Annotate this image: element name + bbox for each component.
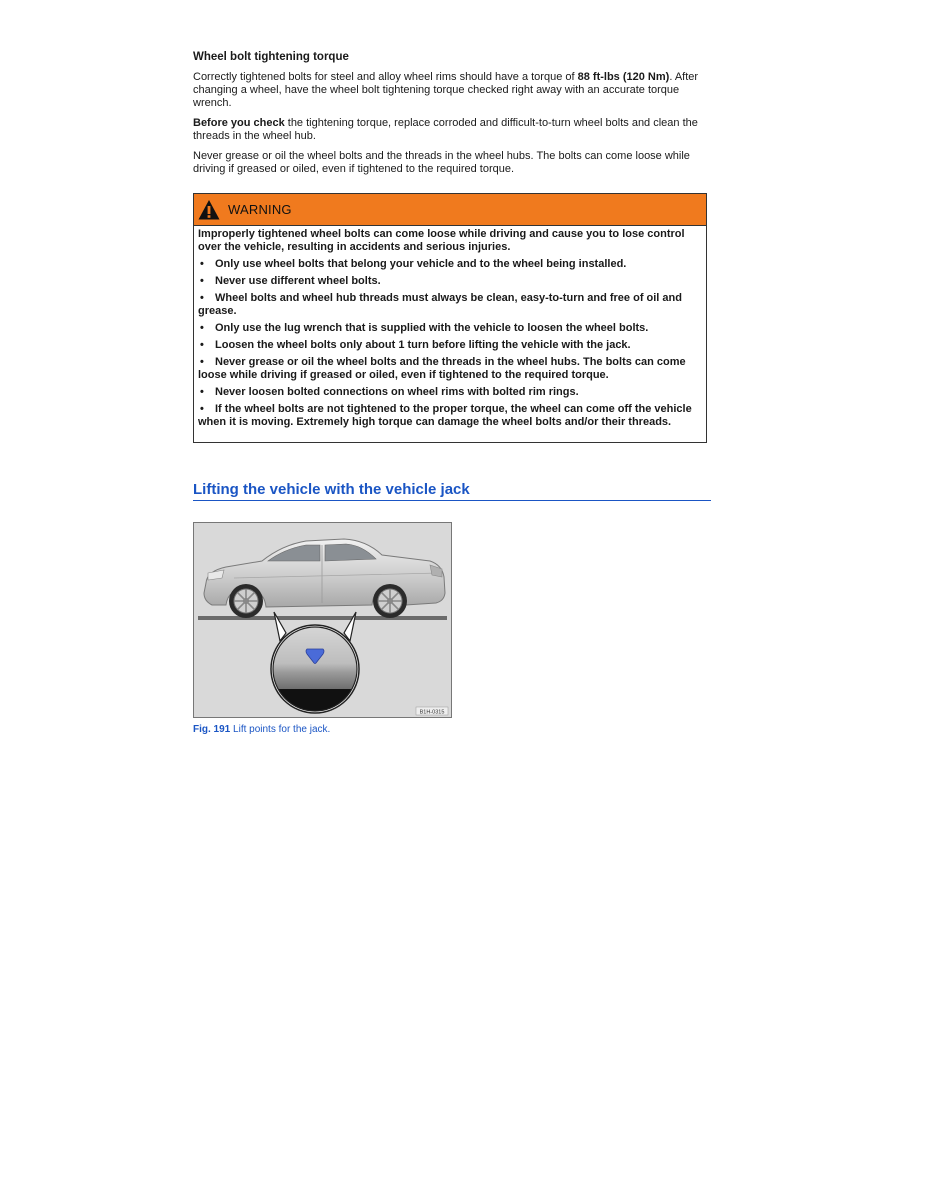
bullet-icon: •: [200, 292, 204, 304]
warning-title: WARNING: [228, 202, 292, 217]
rear-wheel: [373, 584, 407, 618]
torque-paragraph-2: Before you check the tightening torque, replace corroded and difficult-to-turn wheel bolts and clean the threads in the wheel hub.: [193, 117, 698, 142]
warning-item-text: Only use the lug wrench that is supplied with the vehicle to loosen the wheel bolts.: [215, 322, 649, 334]
torque-paragraph-3: Never grease or oil the wheel bolts and the threads in the wheel hubs. The bolts can come loose while driving if greased or oiled, even if tightened to the required torque.: [193, 150, 690, 175]
warning-box: [193, 193, 707, 443]
warning-item-text: If the wheel bolts are not tightened to the proper torque, the wheel can come off the vehicle when it is moving. Extremely high torque can damage the wheel bolts and/or their threads.: [198, 403, 692, 428]
warning-item-text: Wheel bolts and wheel hub threads must always be clean, easy-to-turn and free of oil and grease.: [198, 292, 682, 317]
warning-list-item: [198, 403, 701, 429]
bullet-icon: •: [200, 258, 204, 270]
before-you-check: Before you check: [193, 117, 285, 129]
warning-list-item: [198, 356, 701, 382]
warning-list: [198, 258, 701, 429]
warning-list-item: [198, 275, 701, 288]
figure-caption: [193, 724, 330, 735]
section-title: Lifting the vehicle with the vehicle jack: [193, 481, 711, 501]
warning-list-item: [198, 386, 701, 399]
warning-item-text: Only use wheel bolts that belong your vehicle and to the wheel being installed.: [215, 258, 627, 270]
figure-code: B1H-0315: [419, 709, 445, 716]
car-side-illustration: [194, 523, 451, 717]
torque-heading: Wheel bolt tightening torque: [193, 51, 349, 63]
warning-item-text: Never grease or oil the wheel bolts and the threads in the wheel hubs. The bolts can come loose while driving if greased or oiled, even if tightened to the required torque.: [198, 356, 686, 381]
warning-item-text: Never loosen bolted connections on wheel rims with bolted rim rings.: [215, 386, 579, 398]
warning-body: [194, 226, 706, 429]
warning-intro: Improperly tightened wheel bolts can come loose while driving and cause you to lose control over the vehicle, resulting in accidents and serious injuries.: [198, 228, 685, 253]
warning-list-item: [198, 258, 701, 271]
figure-number: Fig. 191: [193, 724, 231, 735]
torque-value: 88 ft-lbs (120 Nm): [577, 71, 670, 83]
warning-header: [194, 194, 706, 226]
warning-item-text: Never use different wheel bolts.: [215, 275, 381, 287]
warning-list-item: [198, 322, 701, 335]
bullet-icon: •: [200, 386, 204, 398]
warning-triangle-icon: [198, 199, 220, 221]
bullet-icon: •: [200, 322, 204, 334]
torque-paragraph-1: Correctly tightened bolts for steel and alloy wheel rims should have a torque of 88 ft-lbs (120 Nm). After changing a wheel, have the wheel bolt tightening torque checked right away with an accurate torque wrench.: [193, 71, 699, 109]
bullet-icon: •: [200, 403, 204, 415]
warning-list-item: [198, 339, 701, 352]
front-wheel: [229, 584, 263, 618]
jack-lift-point-figure: [193, 522, 452, 718]
figure-caption-text: Lift points for the jack.: [233, 724, 331, 735]
warning-item-text: Loosen the wheel bolts only about 1 turn before lifting the vehicle with the jack.: [215, 339, 631, 351]
bullet-icon: •: [200, 356, 204, 368]
bullet-icon: •: [200, 275, 204, 287]
bullet-icon: •: [200, 339, 204, 351]
torque-section: [193, 50, 711, 183]
warning-list-item: [198, 292, 701, 318]
